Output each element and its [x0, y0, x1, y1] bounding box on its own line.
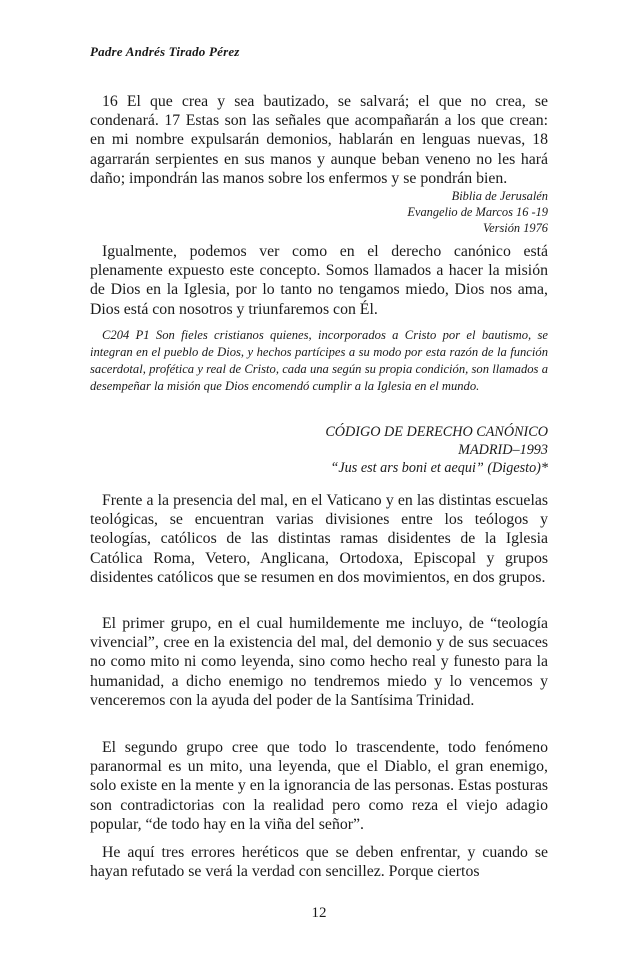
- scripture-source-version: Versión 1976: [482, 221, 548, 236]
- canon-law-quote: [90, 327, 548, 395]
- page-number: 12: [311, 905, 327, 921]
- paragraph-frente: [90, 491, 548, 587]
- scripture-source-gospel: Evangelio de Marcos 16 -19: [407, 205, 548, 220]
- canon-attribution: [90, 423, 548, 477]
- scripture-text: 16 El que crea y sea bautizado, se salvará; el que no crea, se condenará. 17 Estas son las señales que acompañarán a los que crean: en mi nombre expulsarán demonios, hablarán en lenguas nuevas, 18 agarrarán serpientes en sus manos y aunque beban veneno no les hará daño; impondrán las manos sobre los enfermos y se pondrán bien.: [90, 93, 548, 187]
- canon-source-motto: “Jus est ars boni et aequi” (Digesto)*: [330, 460, 548, 476]
- paragraph-text: El primer grupo, en el cual humildemente me incluyo, de “teología vivencial”, cree en la existencia del mal, del demonio y de sus secuaces no como mito ni como leyenda, sino como hecho real y funesto para la humanidad, a dicho enemigo no tendremos miedo y lo vencemos y venceremos con la ayuda del poder de la Santísima Trinidad.: [90, 615, 548, 709]
- paragraph-text: He aquí tres errores heréticos que se deben enfrentar, y cuando se hayan refutado se verá la verdad con sencillez. Porque ciertos: [90, 844, 548, 881]
- paragraph-segundo-grupo: [90, 738, 548, 834]
- canon-text: C204 P1 Son fieles cristianos quienes, incorporados a Cristo por el bautismo, se integran en el pueblo de Dios, y hechos partícipes a su modo por esta razón de la función sacerdotal, profética y real de Cristo, cada una según su propia condición, son llamados a desempeñar la misión que Dios encomendó cumplir a la Iglesia en el mundo.: [90, 328, 548, 393]
- running-header: Padre Andrés Tirado Pérez: [90, 44, 240, 59]
- paragraph-primer-grupo: [90, 614, 548, 710]
- paragraph-errores: [90, 843, 548, 881]
- paragraph-text: El segundo grupo cree que todo lo trascendente, todo fenómeno paranormal es un mito, una leyenda, que el Diablo, el gran enemigo, solo existe en la mente y en la ignorancia de las personas. Estas posturas son contradictorias con la realidad pero como reza el viejo adagio popular, “de todo hay en la viña del señor”.: [90, 739, 548, 833]
- paragraph-text: Frente a la presencia del mal, en el Vaticano y en las distintas escuelas teológicas, se encuentran varias divisiones entre los teólogos y teologías, católicos de las distintas ramas disidentes de la Iglesia Católica Roma, Vetero, Anglicana, Ortodoxa, Episcopal y grupos disidentes católicos que se resumen en dos movimientos, en dos grupos.: [90, 492, 548, 586]
- paragraph-igualmente: [90, 242, 548, 319]
- scripture-quote: [90, 92, 548, 236]
- scripture-source-bible: Biblia de Jerusalén: [451, 189, 548, 204]
- paragraph-text: Igualmente, podemos ver como en el derecho canónico está plenamente expuesto este concepto. Somos llamados a hacer la misión de Dios en la Iglesia, por lo tanto no tengamos miedo, Dios nos ama, Dios está con nosotros y triunfaremos con Él.: [90, 243, 548, 318]
- canon-source-code: CÓDIGO DE DERECHO CANÓNICO: [325, 424, 548, 440]
- canon-source-city: MADRID–1993: [458, 442, 548, 458]
